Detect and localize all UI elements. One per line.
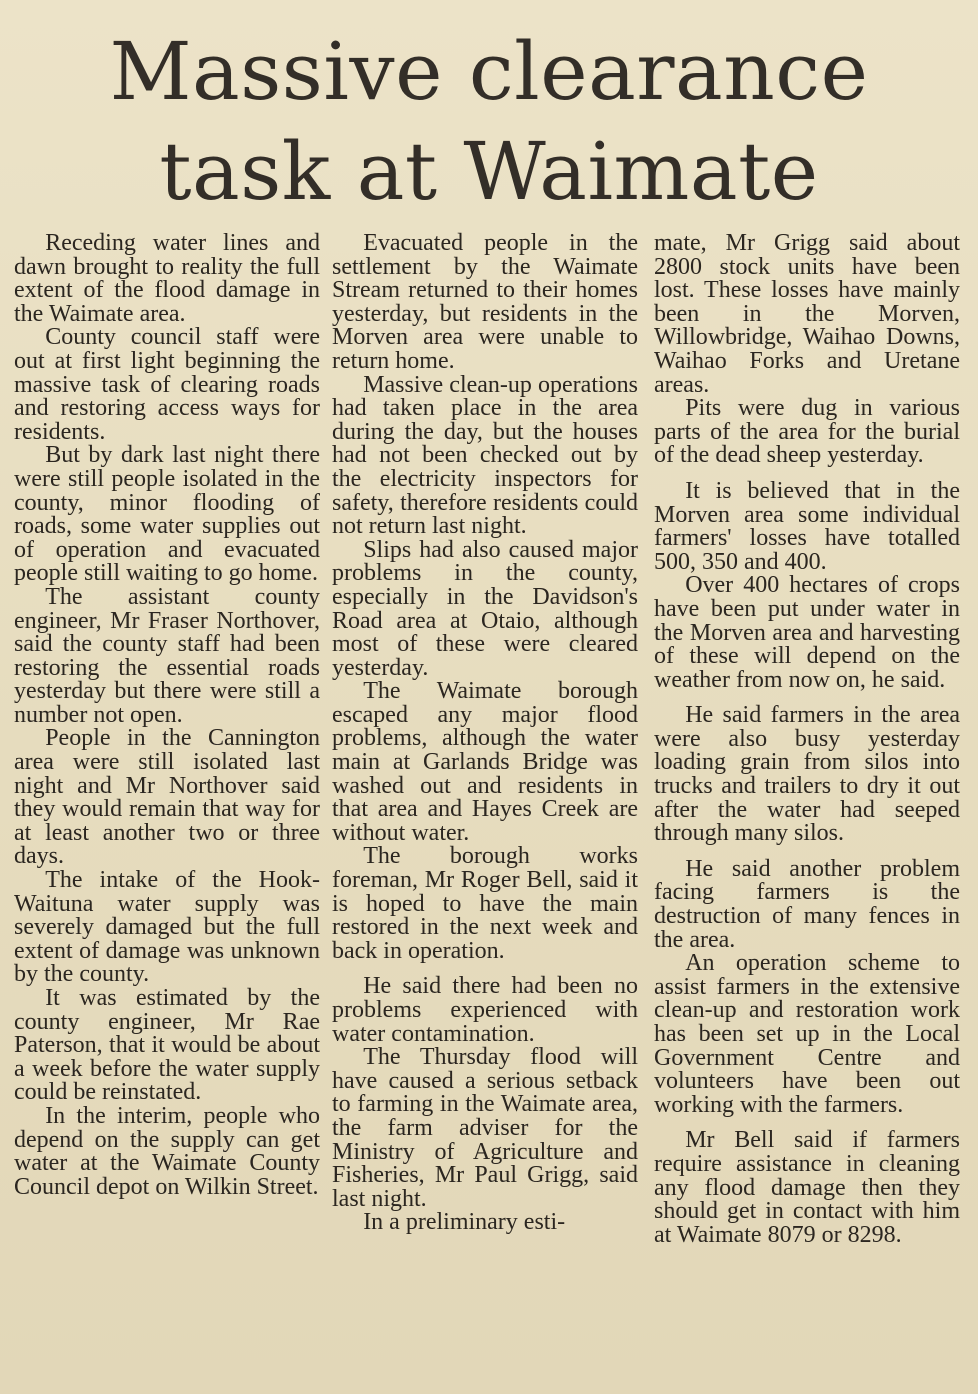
paragraph: It is believed that in the Morven area some individual farmers' losses have totalled 500, 350 and 400. (654, 477, 960, 575)
paragraph: He said farmers in the area were also busy yesterday loading grain from silos into trucks and trailers to dry it out after the water had seeped through many silos. (654, 702, 960, 847)
paragraph: Mr Bell said if farmers require assistance in cleaning any flood damage then they should get in contact with him at Waimate 8079 or 8298. (654, 1127, 960, 1248)
paragraph: In a preliminary esti- (363, 1209, 566, 1236)
paragraph: He said there had been no problems experienced with water contamination. (332, 973, 638, 1047)
paragraph: The borough works foreman, Mr Roger Bell, said it is hoped to have the main restored in the next week and back in operation. (332, 843, 638, 964)
paragraph: The intake of the Hook-Waituna water supply was severely damaged but the full extent of damage was unknown by the county. (14, 867, 320, 988)
paragraph: The Waimate borough escaped any major flood problems, although the water main at Garlands Bridge was washed out and residents in that area and Hayes Creek are without water. (332, 678, 638, 846)
paragraph: The assistant county engineer, Mr Fraser Northover, said the county staff had been restoring the essential roads yesterday but there were still a number not open. (14, 583, 320, 728)
paragraph: In the interim, people who depend on the supply can get water at the Waimate County Council depot on Wilkin Street. (14, 1102, 320, 1200)
headline-line-1: Massive clearance (109, 25, 869, 118)
paragraph: He said another problem facing farmers is the destruction of many fences in the area. (654, 855, 960, 953)
paragraph: Slips had also caused major problems in the county, especially in the Davidson's Road area at Otaio, although most of these were cleared yesterday. (332, 536, 638, 681)
headline (0, 22, 978, 222)
paragraph: An operation scheme to assist farmers in the extensive clean-up and restoration work has been set up in the Local Government Centre and volunteers have been out working with the farmers. (654, 950, 960, 1118)
paragraph: mate, Mr Grigg said about 2800 stock units have been lost. These losses have mainly been in the Morven, Willowbridge, Waihao Downs, Waihao Forks and Uretane areas. (654, 230, 960, 398)
article-column-1 (14, 232, 320, 1382)
paragraph: Over 400 hectares of crops have been put under water in the Morven area and harvesting of these will depend on the weather from now on, he said. (654, 572, 960, 693)
paragraph: People in the Cannington area were still isolated last night and Mr Northover said they would remain that way for at least another two or three days. (14, 725, 320, 870)
paragraph: Receding water lines and dawn brought to reality the full extent of the flood damage in the Waimate area. (14, 230, 320, 327)
paragraph: Evacuated people in the settlement by the Waimate Stream returned to their homes yesterday, but residents in the Morven area were unable to return home. (332, 230, 638, 374)
paragraph: But by dark last night there were still people isolated in the county, minor flooding of roads, some water supplies out of operation and evacuated people still waiting to go home. (14, 442, 320, 587)
headline-line-2: task at Waimate (159, 125, 819, 218)
paragraph: Pits were dug in various parts of the area for the burial of the dead sheep yesterday. (654, 395, 960, 469)
paragraph: The Thursday flood will have caused a serious setback to farming in the Waimate area, the farm adviser for the Ministry of Agriculture and Fisheries, Mr Paul Grigg, said last night. (332, 1044, 638, 1212)
article-column-2 (332, 232, 638, 1382)
article-column-3 (654, 232, 960, 1382)
paragraph: Massive clean-up operations had taken place in the area during the day, but the houses had not been checked out by the electricity inspectors for safety, therefore residents could not return last night. (332, 371, 638, 540)
paragraph: It was estimated by the county engineer, Mr Rae Paterson, that it would be about a week before the water supply could be reinstated. (14, 985, 320, 1106)
paragraph: County council staff were out at first light beginning the massive task of clearing roads and restoring access ways for residents. (14, 324, 320, 445)
